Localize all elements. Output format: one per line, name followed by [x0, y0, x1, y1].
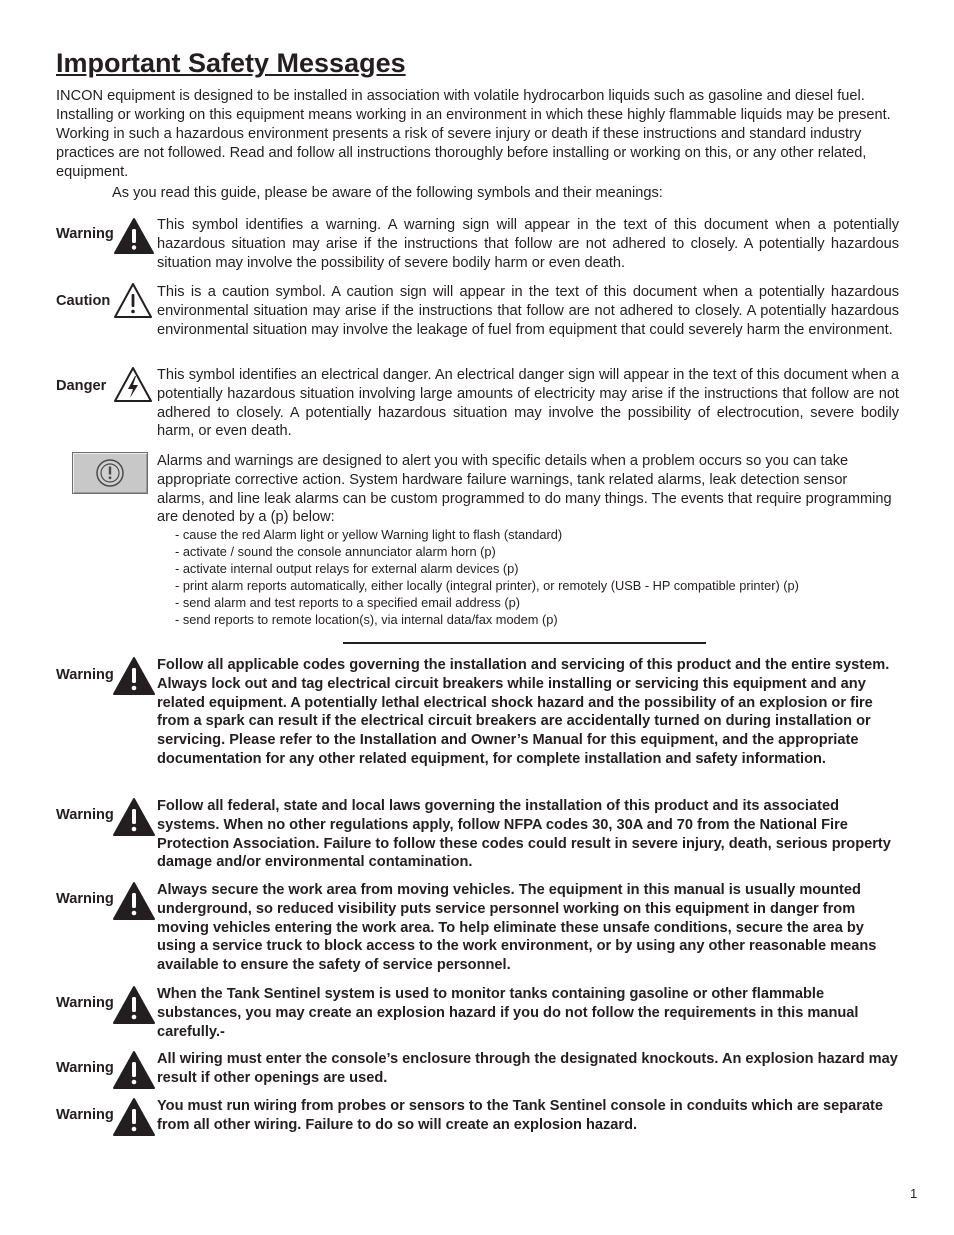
alarm-exclamation-button-icon — [72, 452, 148, 494]
warning-exclamation-icon — [112, 797, 156, 837]
warning-label: Warning — [56, 995, 114, 1011]
warning-label: Warning — [56, 1060, 114, 1076]
list-item: - cause the red Alarm light or yellow Warning light to flash (standard) — [175, 527, 563, 542]
symbol-description: This symbol identifies an electrical danger. An electrical danger sign will appear in the text of this document when a potentially hazardous situation involving large amounts of electricity may arise if the instructions that follow are not adhered to closely. A potentially hazardous situation may involve the possibility of electrocution, severe bodily harm, or even death. — [157, 367, 899, 440]
list-item: - activate internal output relays for external alarm devices (p) — [175, 560, 519, 576]
caution-exclamation-outline-icon — [113, 282, 153, 320]
warning-exclamation-icon — [112, 985, 156, 1025]
warning-exclamation-icon — [112, 1050, 156, 1090]
section-divider — [343, 642, 706, 644]
page-title: Important Safety Messages — [56, 48, 406, 78]
intro-paragraph: INCON equipment is designed to be installed in association with volatile hydrocarbon liquids such as gasoline and diesel fuel. Installing or working on this equipment means working in an environment in which these highly flammable liquids may be present. Working in such a hazardous environment presents a risk of severe injury or death if these instructions and standard industry practices are not followed. Read and follow all instructions thoroughly before installing or working on this, or any other related, equipment. — [56, 88, 891, 180]
page-number: 1 — [910, 1186, 918, 1201]
list-item: - print alarm reports automatically, either locally (integral printer), or remotely (USB - HP compatible printer) (p) — [175, 577, 799, 593]
warning-label: Warning — [56, 1107, 114, 1123]
warning-label: Warning — [56, 667, 114, 683]
warning-exclamation-icon — [113, 217, 155, 255]
electrical-danger-lightning-icon — [113, 366, 153, 404]
warning-text: All wiring must enter the console’s enclosure through the designated knockouts. An explosion hazard may result if other openings are used. — [157, 1051, 898, 1086]
warning-text: Follow all applicable codes governing the installation and servicing of this product and the entire system. Always lock out and tag electrical circuit breakers while installing or servicing this equipment and any related equipment. A potentially lethal electrical shock hazard and the possibility of an explosion or fire from a spark can result if the electrical circuit breakers are accidentally turned on during installation or servicing. Please refer to the Installation and Owner’s Manual for this equipment, and the appropriate documentation for any other related equipment, for complete installation and safety information. — [157, 657, 890, 767]
warning-label: Warning — [56, 807, 114, 823]
warning-exclamation-icon — [112, 881, 156, 921]
symbol-description: This is a caution symbol. A caution sign will appear in the text of this document when a potentially hazardous environmental situation may arise if the instructions that follow are not adhered to closely. A potentially hazardous environmental situation may involve the leakage of fuel from equipment that could severely harm the environment. — [157, 284, 899, 338]
warning-exclamation-icon — [112, 1097, 156, 1137]
list-item: - activate / sound the console annunciator alarm horn (p) — [175, 543, 496, 559]
warning-exclamation-icon — [112, 656, 156, 696]
warning-text: Always secure the work area from moving vehicles. The equipment in this manual is usually mounted underground, so reduced visibility puts service personnel working on this equipment in danger from moving vehicles entering the work area. To help eliminate these unsafe conditions, secure the area by using a service truck to block access to the work environment, or by using any other reasonable means available to ensure the safety of service personnel. — [157, 882, 877, 974]
alarm-description: Alarms and warnings are designed to alert you with specific details when a problem occurs so you can take appropriate corrective action. System hardware failure warnings, tank related alarms, leak detection sensor alarms, and line leak alarms can be custom programmed to do many things. The events that require programming are denoted by a (p) below: — [157, 453, 892, 526]
symbols-intro: As you read this guide, please be aware of the following symbols and their meanings: — [112, 185, 663, 201]
warning-label: Warning — [56, 891, 114, 907]
alarm-event-list — [175, 527, 799, 628]
symbol-label: Warning — [56, 226, 114, 242]
warning-text: When the Tank Sentinel system is used to monitor tanks containing gasoline or other flammable substances, you may create an explosion hazard if you do not follow the requirements in this manual carefully.- — [157, 986, 859, 1040]
warning-text: Follow all federal, state and local laws governing the installation of this product and its associated systems. When no other regulations apply, follow NFPA codes 30, 30A and 70 from the National Fire Protection Association. Failure to follow these codes could result in severe injury, death, serious property damage and/or environmental contamination. — [157, 798, 891, 871]
warning-text: You must run wiring from probes or sensors to the Tank Sentinel console in conduits which are separate from all other wiring. Failure to do so will create an explosion hazard. — [157, 1098, 884, 1133]
symbol-label: Danger — [56, 378, 107, 394]
list-item: - send reports to remote location(s), via internal data/fax modem (p) — [175, 611, 558, 627]
list-item: - send alarm and test reports to a specified email address (p) — [175, 594, 520, 610]
symbol-label: Caution — [56, 293, 111, 309]
symbol-description: This symbol identifies a warning. A warning sign will appear in the text of this document when a potentially hazardous situation may arise if the instructions that follow are not adhered to closely. A potentially hazardous situation may involve the possibility of severe bodily harm or even death. — [157, 217, 899, 271]
